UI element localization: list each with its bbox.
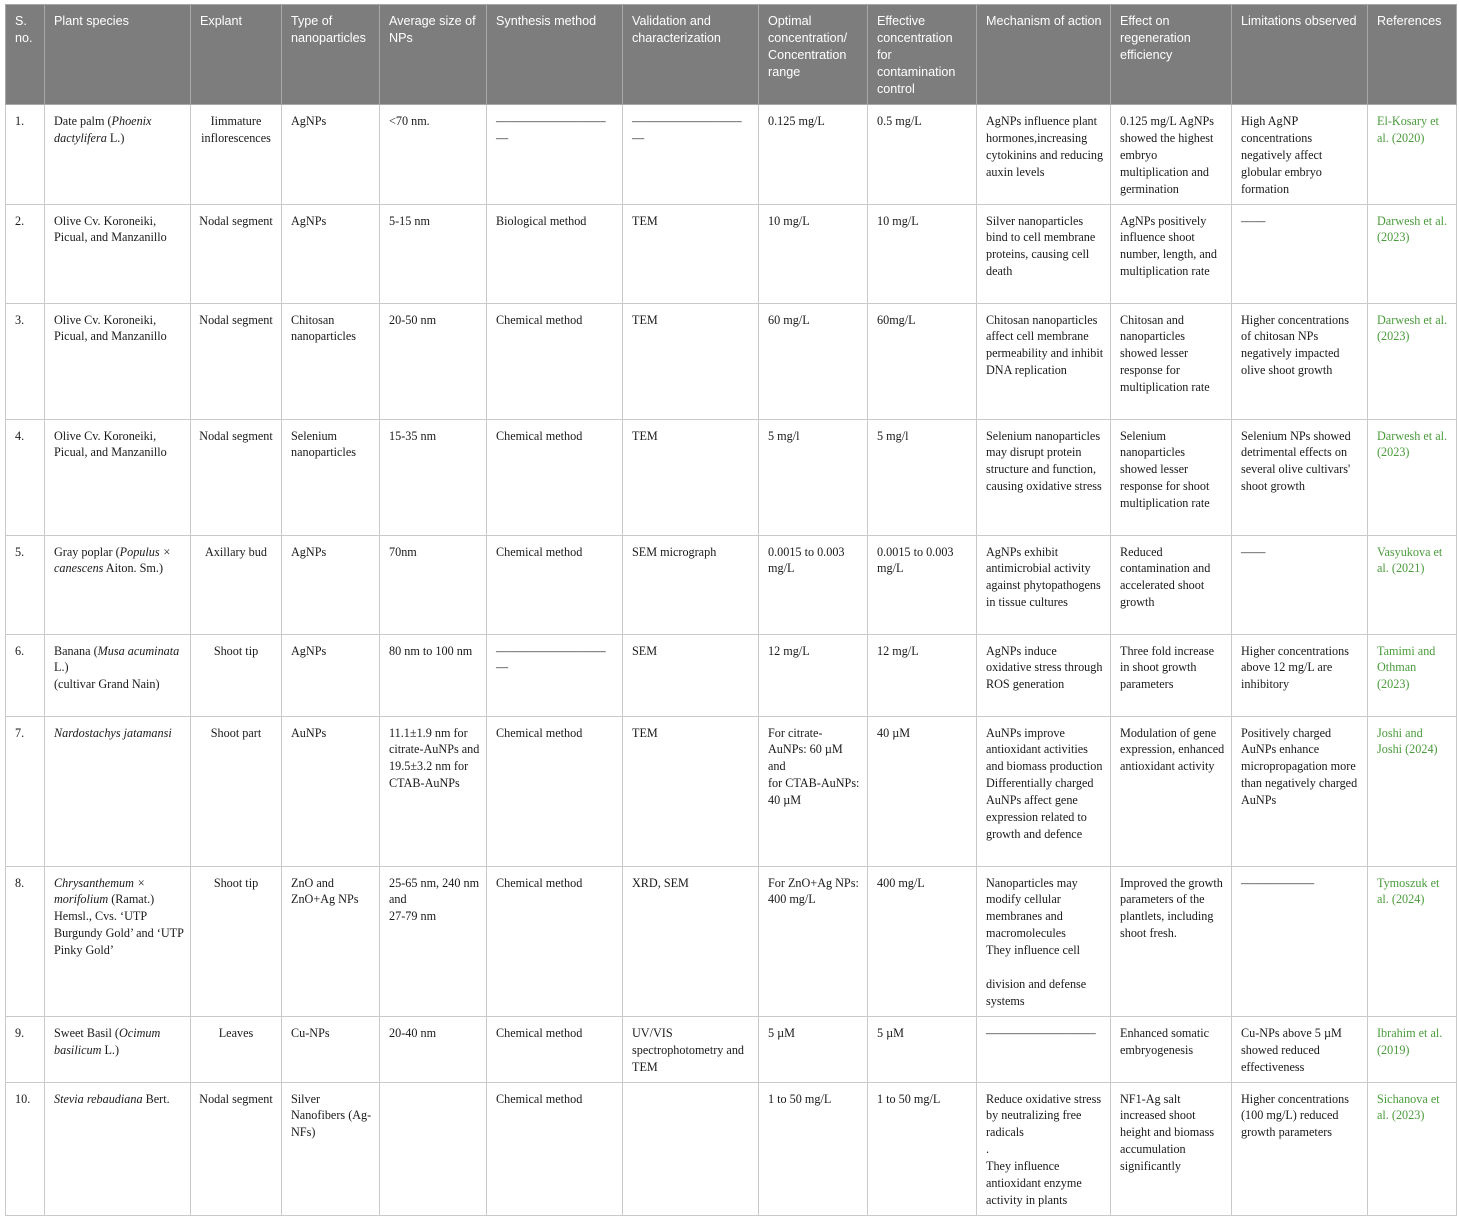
- header-validation: Validation and characterization: [623, 5, 759, 105]
- cell-explant: Nodal segment: [191, 204, 282, 303]
- cell-effective-concentration: 5 mg/l: [868, 419, 977, 535]
- cell-effective-concentration: 0.0015 to 0.003 mg/L: [868, 535, 977, 634]
- header-references: References: [1368, 5, 1457, 105]
- cell-validation: TEM: [623, 716, 759, 866]
- species-common: Olive Cv. Koroneiki, Picual, and Manzanillo: [54, 428, 167, 460]
- cell-plant-species: [45, 634, 191, 716]
- reference-link[interactable]: Sichanova et al. (2023): [1377, 1091, 1440, 1123]
- cell-explant: Nodal segment: [191, 1082, 282, 1215]
- cell-optimal-concentration: 5 µM: [759, 1016, 868, 1082]
- cell-type: ZnO and ZnO+Ag NPs: [282, 866, 380, 1016]
- cell-size: [380, 1082, 487, 1215]
- cell-explant: Iimmature inflorescences: [191, 105, 282, 205]
- species-common: Sweet Basil (: [54, 1025, 119, 1040]
- table-row: [6, 535, 1457, 634]
- species-scientific: Nardostachys jatamansi: [54, 725, 172, 740]
- cell-explant: Nodal segment: [191, 419, 282, 535]
- cell-optimal-concentration: 0.0015 to 0.003 mg/L: [759, 535, 868, 634]
- species-suffix: Bert.: [142, 1091, 170, 1106]
- cell-references: [1368, 105, 1457, 205]
- cell-limitations: Higher concentrations of chitosan NPs negatively impacted olive shoot growth: [1232, 303, 1368, 419]
- cell-effective-concentration: 400 mg/L: [868, 866, 977, 1016]
- cell-optimal-concentration: 10 mg/L: [759, 204, 868, 303]
- cell-explant: Leaves: [191, 1016, 282, 1082]
- cell-effect: Chitosan and nanoparticles showed lesser response for multiplication rate: [1111, 303, 1232, 419]
- cell-validation: SEM: [623, 634, 759, 716]
- species-suffix: L.): [101, 1042, 120, 1057]
- header-type: Type of nanoparticles: [282, 5, 380, 105]
- cell-explant: Nodal segment: [191, 303, 282, 419]
- table-row: [6, 204, 1457, 303]
- cell-limitations: Positively charged AuNPs enhance micropropagation more than negatively charged AuNPs: [1232, 716, 1368, 866]
- cell-type: AgNPs: [282, 634, 380, 716]
- species-suffix: Aiton. Sm.): [103, 561, 163, 576]
- cell-size: 80 nm to 100 nm: [380, 634, 487, 716]
- species-scientific: Phoenix dactylifera: [54, 114, 152, 145]
- cell-optimal-concentration: For citrate-AuNPs: 60 µM and for CTAB-AuNPs: 40 µM: [759, 716, 868, 866]
- cell-type: Silver Nanofibers (Ag-NFs): [282, 1082, 380, 1215]
- cell-size: 20-40 nm: [380, 1016, 487, 1082]
- table-row: [6, 1082, 1457, 1215]
- header-effect: Effect on regeneration efficiency: [1111, 5, 1232, 105]
- cell-mechanism: Silver nanoparticles bind to cell membrane proteins, causing cell death: [977, 204, 1111, 303]
- cell-plant-species: [45, 1082, 191, 1215]
- cell-effect: Three fold increase in shoot growth parameters: [1111, 634, 1232, 716]
- cell-effective-concentration: 10 mg/L: [868, 204, 977, 303]
- table-row: [6, 716, 1457, 866]
- cell-plant-species: [45, 105, 191, 205]
- cell-optimal-concentration: 60 mg/L: [759, 303, 868, 419]
- cell-plant-species: [45, 204, 191, 303]
- cell-sno: 7.: [6, 716, 45, 866]
- cell-effect: NF1-Ag salt increased shoot height and biomass accumulation significantly: [1111, 1082, 1232, 1215]
- cell-type: AuNPs: [282, 716, 380, 866]
- cell-sno: 8.: [6, 866, 45, 1016]
- cell-size: 5-15 nm: [380, 204, 487, 303]
- cell-plant-species: [45, 716, 191, 866]
- cell-type: AgNPs: [282, 105, 380, 205]
- cell-limitations: Higher concentrations above 12 mg/L are inhibitory: [1232, 634, 1368, 716]
- cell-effective-concentration: 5 µM: [868, 1016, 977, 1082]
- cell-effective-concentration: 1 to 50 mg/L: [868, 1082, 977, 1215]
- cell-validation: TEM: [623, 303, 759, 419]
- cell-size: 15-35 nm: [380, 419, 487, 535]
- header-limitations: Limitations observed: [1232, 5, 1368, 105]
- cell-limitations: ——: [1232, 204, 1368, 303]
- cell-effect: Enhanced somatic embryogenesis: [1111, 1016, 1232, 1082]
- cell-size: 11.1±1.9 nm for citrate-AuNPs and 19.5±3.2 nm for CTAB-AuNPs: [380, 716, 487, 866]
- table-row: [6, 866, 1457, 1016]
- header-sno: S. no.: [6, 5, 45, 105]
- cell-references: [1368, 716, 1457, 866]
- cell-sno: 6.: [6, 634, 45, 716]
- cell-validation: XRD, SEM: [623, 866, 759, 1016]
- header-effective-concentration: Effective concentration for contamination control: [868, 5, 977, 105]
- cell-synthesis: Chemical method: [487, 866, 623, 1016]
- cell-plant-species: [45, 419, 191, 535]
- species-scientific: Ocimum basilicum: [54, 1025, 161, 1057]
- cell-synthesis: Chemical method: [487, 1016, 623, 1082]
- cell-mechanism: AgNPs induce oxidative stress through ROS generation: [977, 634, 1111, 716]
- cell-mechanism: AgNPs exhibit antimicrobial activity against phytopathogens in tissue cultures: [977, 535, 1111, 634]
- cell-plant-species: [45, 1016, 191, 1082]
- cell-type: Cu-NPs: [282, 1016, 380, 1082]
- reference-link[interactable]: Ibrahim et al. (2019): [1377, 1025, 1443, 1057]
- cell-effect: 0.125 mg/L AgNPs showed the highest embryo multiplication and germination: [1111, 105, 1232, 205]
- cell-validation: TEM: [623, 419, 759, 535]
- cell-mechanism: Nanoparticles may modify cellular membranes and macromolecules They influence cell division and defense systems: [977, 866, 1111, 1016]
- reference-link[interactable]: Darwesh et al. (2023): [1377, 428, 1448, 460]
- cell-limitations: Cu-NPs above 5 µM showed reduced effectiveness: [1232, 1016, 1368, 1082]
- species-common: Date palm (: [54, 114, 112, 128]
- cell-validation: TEM: [623, 204, 759, 303]
- table-row: [6, 419, 1457, 535]
- cell-synthesis: Chemical method: [487, 1082, 623, 1215]
- species-suffix: L.): [106, 130, 125, 145]
- cell-optimal-concentration: For ZnO+Ag NPs: 400 mg/L: [759, 866, 868, 1016]
- species-common: Olive Cv. Koroneiki, Picual, and Manzanillo: [54, 312, 167, 344]
- header-plant-species: Plant species: [45, 5, 191, 105]
- cell-mechanism: Selenium nanoparticles may disrupt protein structure and function, causing oxidative stress: [977, 419, 1111, 535]
- cell-plant-species: [45, 535, 191, 634]
- cell-sno: 5.: [6, 535, 45, 634]
- cell-type: Selenium nanoparticles: [282, 419, 380, 535]
- cell-effective-concentration: 60mg/L: [868, 303, 977, 419]
- header-size: Average size of NPs: [380, 5, 487, 105]
- cell-validation: SEM micrograph: [623, 535, 759, 634]
- cell-limitations: Selenium NPs showed detrimental effects on several olive cultivars' shoot growth: [1232, 419, 1368, 535]
- cell-synthesis: ——————————: [487, 634, 623, 716]
- table-row: [6, 1016, 1457, 1082]
- species-scientific: Stevia rebaudiana: [54, 1091, 143, 1106]
- reference-link[interactable]: Darwesh et al. (2023): [1377, 213, 1448, 245]
- cell-synthesis: Chemical method: [487, 303, 623, 419]
- cell-sno: 2.: [6, 204, 45, 303]
- cell-validation: [623, 1082, 759, 1215]
- cell-sno: 10.: [6, 1082, 45, 1215]
- reference-link[interactable]: Joshi and Joshi (2024): [1377, 725, 1438, 757]
- cell-references: [1368, 535, 1457, 634]
- reference-link[interactable]: El-Kosary et al. (2020): [1377, 114, 1439, 145]
- species-scientific: Musa acuminata: [97, 643, 180, 658]
- cell-explant: Axillary bud: [191, 535, 282, 634]
- cell-type: Chitosan nanoparticles: [282, 303, 380, 419]
- cell-references: [1368, 866, 1457, 1016]
- cell-size: <70 nm.: [380, 105, 487, 205]
- cell-references: [1368, 204, 1457, 303]
- cell-synthesis: ——————————: [487, 105, 623, 205]
- cell-limitations: ——: [1232, 535, 1368, 634]
- cell-optimal-concentration: 5 mg/l: [759, 419, 868, 535]
- species-suffix: (Ramat.) Hemsl., Cvs. ‘UTP Burgundy Gold’ and ‘UTP Pinky Gold’: [54, 892, 184, 958]
- cell-sno: 4.: [6, 419, 45, 535]
- cell-size: 25-65 nm, 240 nm and 27-79 nm: [380, 866, 487, 1016]
- cell-mechanism: Reduce oxidative stress by neutralizing free radicals . They influence antioxidant enzyme activity in plants: [977, 1082, 1111, 1215]
- cell-effect: AgNPs positively influence shoot number, length, and multiplication rate: [1111, 204, 1232, 303]
- table-row: [6, 303, 1457, 419]
- cell-sno: 3.: [6, 303, 45, 419]
- cell-explant: Shoot tip: [191, 866, 282, 1016]
- cell-effect: Selenium nanoparticles showed lesser response for shoot multiplication rate: [1111, 419, 1232, 535]
- cell-effect: Reduced contamination and accelerated shoot growth: [1111, 535, 1232, 634]
- cell-effect: Modulation of gene expression, enhanced antioxidant activity: [1111, 716, 1232, 866]
- cell-effective-concentration: 12 mg/L: [868, 634, 977, 716]
- cell-limitations: ——————: [1232, 866, 1368, 1016]
- cell-plant-species: [45, 303, 191, 419]
- header-mechanism: Mechanism of action: [977, 5, 1111, 105]
- reference-link[interactable]: Tymoszuk et al. (2024): [1377, 875, 1440, 907]
- species-common: Gray poplar (: [54, 544, 120, 559]
- species-common: Banana (: [54, 643, 98, 658]
- cell-optimal-concentration: 12 mg/L: [759, 634, 868, 716]
- table-row: [6, 105, 1457, 205]
- cell-mechanism: Chitosan nanoparticles affect cell membrane permeability and inhibit DNA replication: [977, 303, 1111, 419]
- cell-size: 70nm: [380, 535, 487, 634]
- cell-type: AgNPs: [282, 204, 380, 303]
- cell-references: [1368, 1082, 1457, 1215]
- species-common: Olive Cv. Koroneiki, Picual, and Manzanillo: [54, 213, 167, 245]
- species-suffix: L.) (cultivar Grand Nain): [54, 660, 160, 692]
- cell-optimal-concentration: 1 to 50 mg/L: [759, 1082, 868, 1215]
- cell-mechanism: —————————: [977, 1016, 1111, 1082]
- cell-references: [1368, 419, 1457, 535]
- header-explant: Explant: [191, 5, 282, 105]
- species-scientific: Populus × canescens: [54, 544, 171, 576]
- cell-effect: Improved the growth parameters of the plantlets, including shoot fresh.: [1111, 866, 1232, 1016]
- table-header-row: [6, 5, 1457, 105]
- cell-explant: Shoot part: [191, 716, 282, 866]
- cell-synthesis: Chemical method: [487, 535, 623, 634]
- species-scientific: Chrysanthemum × morifolium: [54, 875, 146, 907]
- cell-sno: 1.: [6, 105, 45, 205]
- cell-plant-species: [45, 866, 191, 1016]
- cell-sno: 9.: [6, 1016, 45, 1082]
- cell-mechanism: AgNPs influence plant hormones,increasing cytokinins and reducing auxin levels: [977, 105, 1111, 205]
- cell-synthesis: Biological method: [487, 204, 623, 303]
- cell-effective-concentration: 0.5 mg/L: [868, 105, 977, 205]
- cell-limitations: High AgNP concentrations negatively affect globular embryo formation: [1232, 105, 1368, 205]
- cell-validation: UV/VIS spectrophotometry and TEM: [623, 1016, 759, 1082]
- cell-effective-concentration: 40 µM: [868, 716, 977, 866]
- cell-synthesis: Chemical method: [487, 419, 623, 535]
- header-optimal-concentration: Optimal concentration/ Concentration range: [759, 5, 868, 105]
- cell-references: [1368, 303, 1457, 419]
- reference-link[interactable]: Tamimi and Othman (2023): [1377, 643, 1436, 692]
- cell-size: 20-50 nm: [380, 303, 487, 419]
- cell-optimal-concentration: 0.125 mg/L: [759, 105, 868, 205]
- table-row: [6, 634, 1457, 716]
- cell-references: [1368, 1016, 1457, 1082]
- nanoparticles-table: [5, 4, 1457, 1216]
- cell-references: [1368, 634, 1457, 716]
- cell-validation: ——————————: [623, 105, 759, 205]
- reference-link[interactable]: Vasyukova et al. (2021): [1377, 544, 1443, 576]
- cell-explant: Shoot tip: [191, 634, 282, 716]
- header-synthesis: Synthesis method: [487, 5, 623, 105]
- reference-link[interactable]: Darwesh et al. (2023): [1377, 312, 1448, 344]
- cell-mechanism: AuNPs improve antioxidant activities and biomass production Differentially charged AuNPs affect gene expression related to growth and defence: [977, 716, 1111, 866]
- cell-limitations: Higher concentrations (100 mg/L) reduced growth parameters: [1232, 1082, 1368, 1215]
- cell-synthesis: Chemical method: [487, 716, 623, 866]
- cell-type: AgNPs: [282, 535, 380, 634]
